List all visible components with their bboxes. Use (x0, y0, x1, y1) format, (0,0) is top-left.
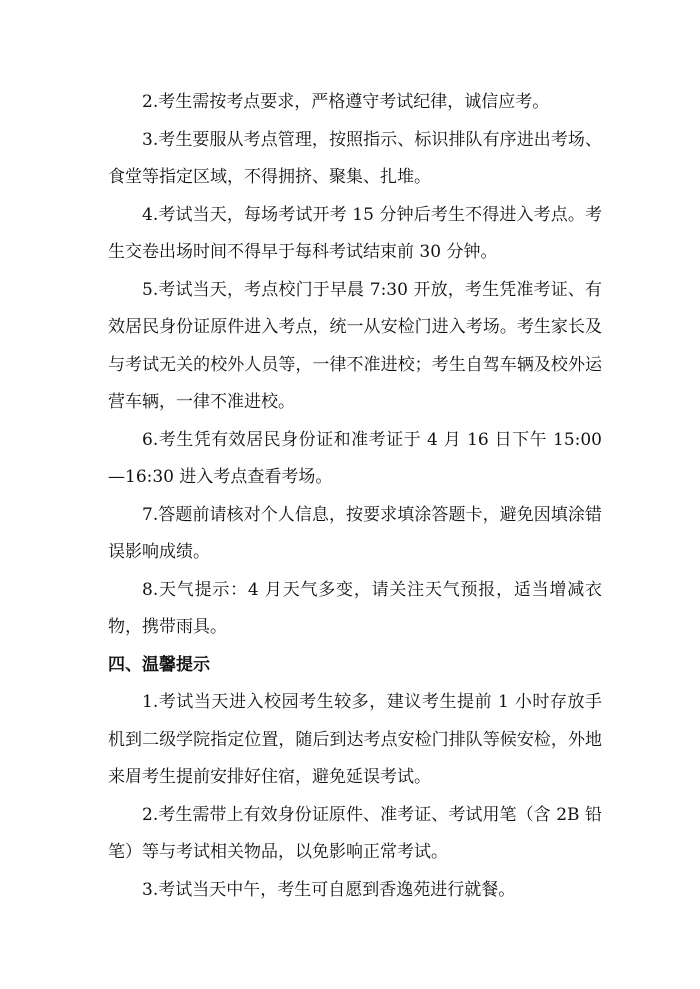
tip-item-1: 1.考试当天进入校园考生较多，建议考生提前 1 小时存放手机到二级学院指定位置，随后到达考点安检门排队等候安检，外地来眉考生提前安排好住宿，避免延误考试。 (108, 692, 602, 787)
rule-item-4: 4.考试当天，每场考试开考 15 分钟后考生不得进入考点。考生交卷出场时间不得早于每科考试结束前 30 分钟。 (108, 204, 602, 262)
tip-item-3: 3.考试当天中午，考生可自愿到香逸苑进行就餐。 (142, 879, 516, 900)
rule-item-5: 5.考试当天，考点校门于早晨 7:30 开放，考生凭准考证、有效居民身份证原件进入考点，统一从安检门进入考场。考生家长及与考试无关的校外人员等，一律不准进校；考生自驾车辆及校外运营车辆，一律不准进校。 (108, 279, 602, 412)
rule-item-7: 7.答题前请核对个人信息，按要求填涂答题卡，避免因填涂错误影响成绩。 (108, 504, 602, 562)
rule-item-6: 6.考生凭有效居民身份证和准考证于 4 月 16 日下午 15:00—16:30 进入考点查看考场。 (108, 429, 602, 487)
section-heading-tips: 四、温馨提示 (108, 654, 210, 675)
rule-item-2: 2.考生需按考点要求，严格遵守考试纪律，诚信应考。 (142, 92, 550, 112)
rule-item-3: 3.考生要服从考点管理，按照指示、标识排队有序进出考场、食堂等指定区域，不得拥挤、聚集、扎堆。 (108, 129, 602, 187)
document-page (108, 84, 602, 909)
rule-item-8: 8.天气提示：4 月天气多变，请关注天气预报，适当增减衣物，携带雨具。 (108, 579, 602, 637)
tip-item-2: 2.考生需带上有效身份证原件、准考证、考试用笔（含 2B 铅笔）等与考试相关物品，以免影响正常考试。 (108, 804, 602, 862)
